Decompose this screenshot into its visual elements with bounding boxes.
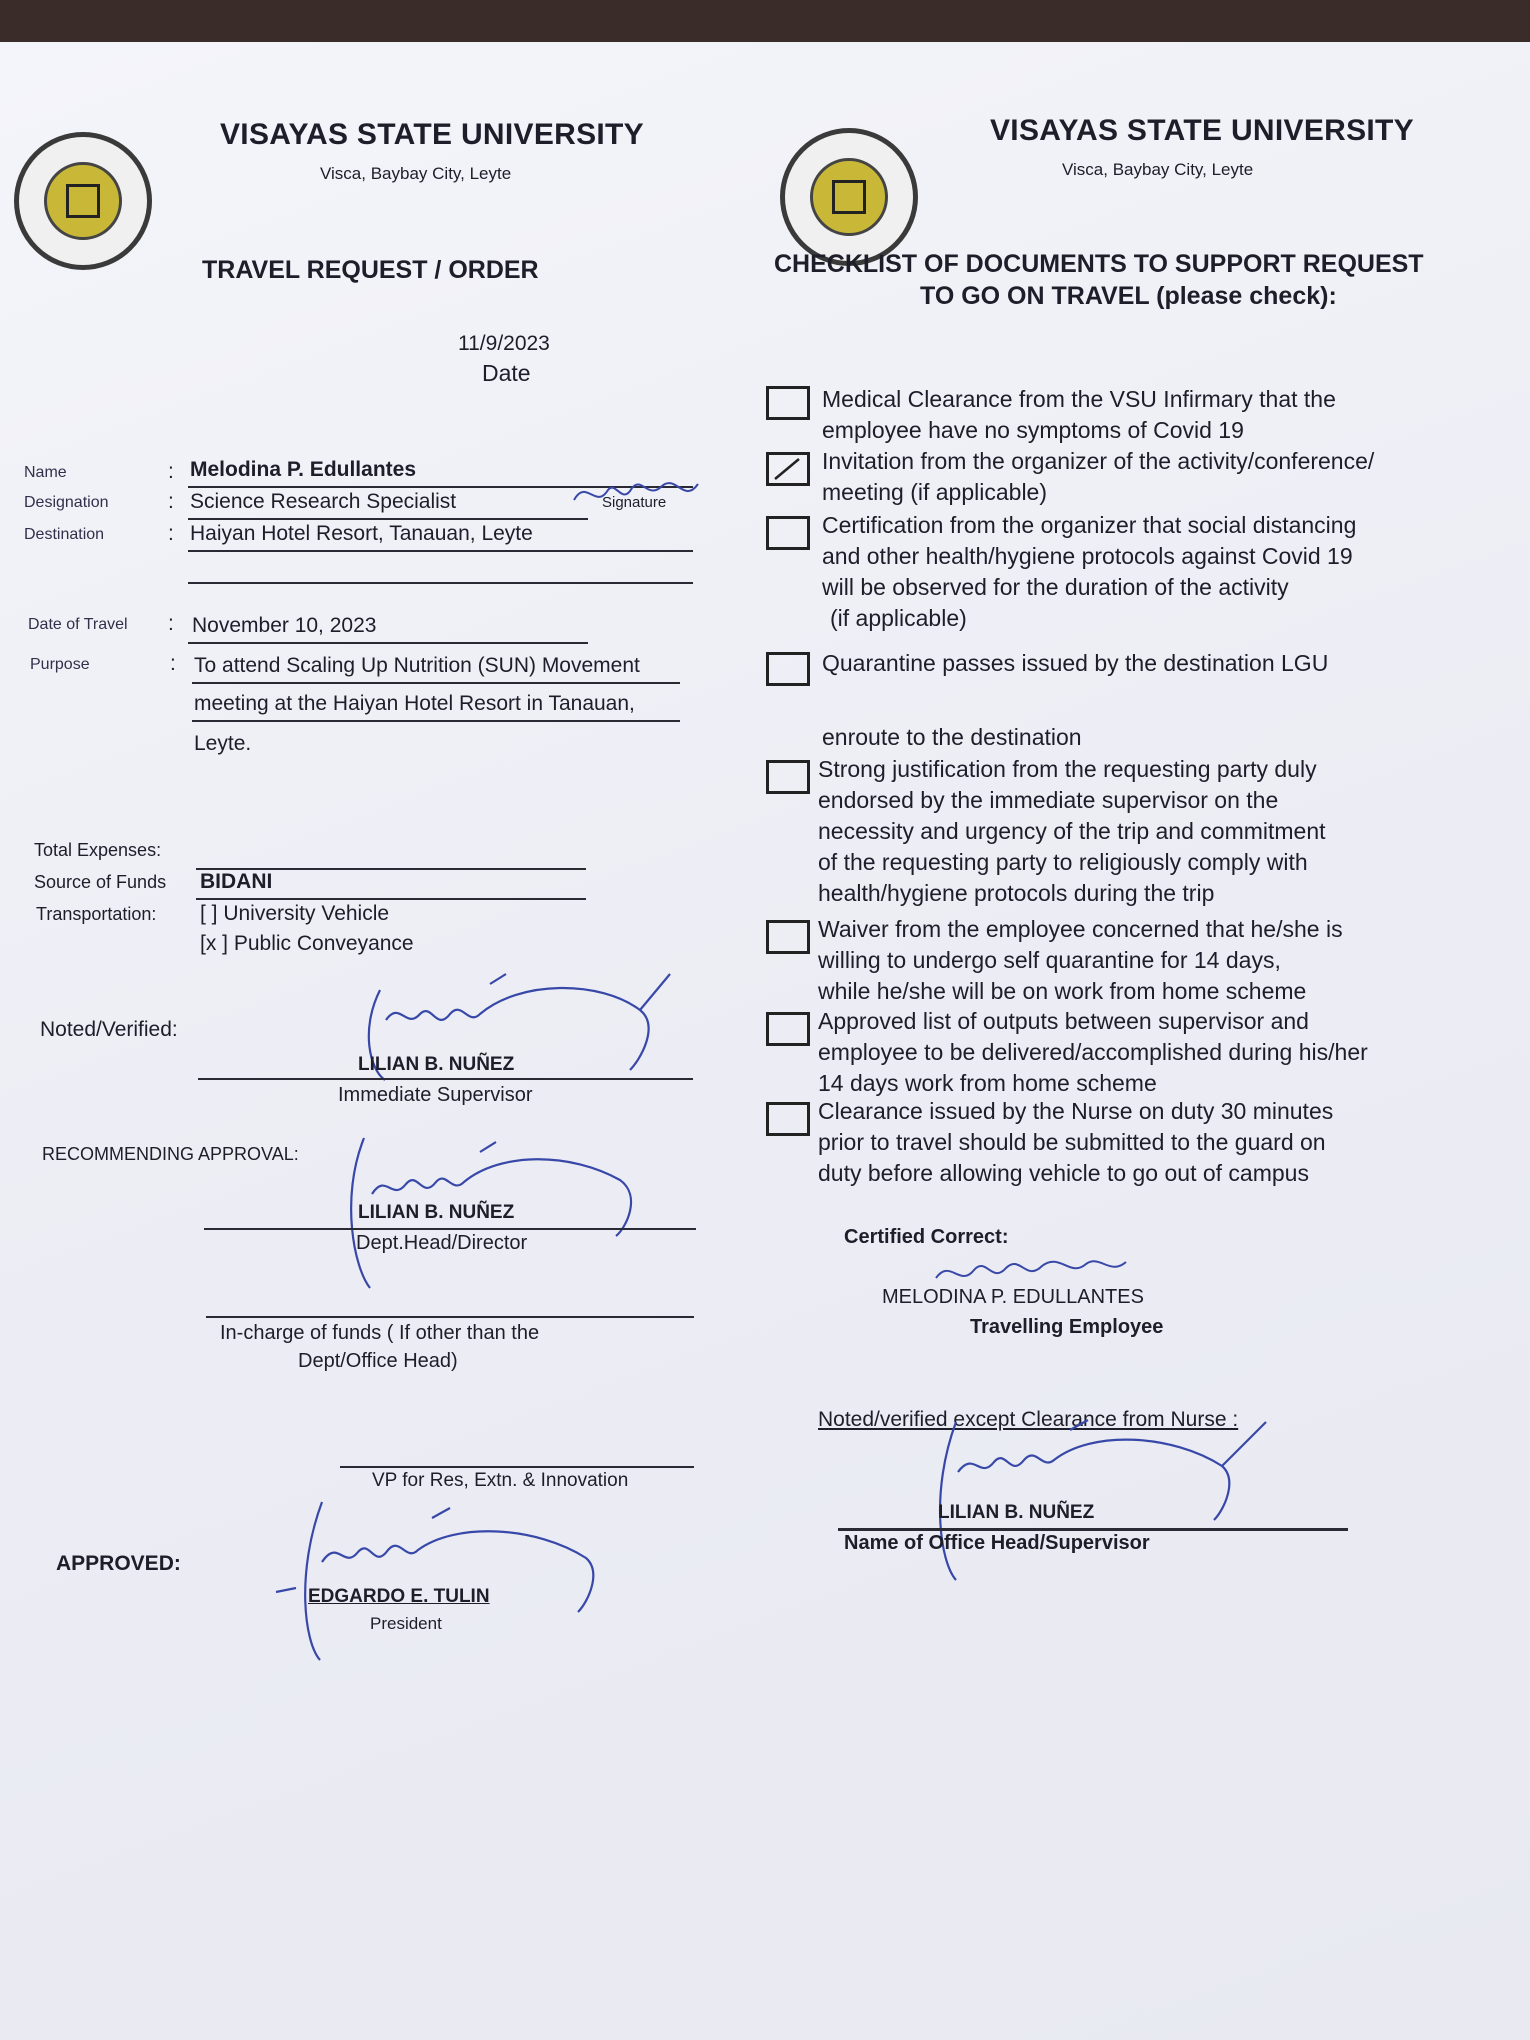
destination-line-2: [188, 582, 693, 584]
university-address-right: Visca, Baybay City, Leyte: [1062, 160, 1254, 179]
office-head-line: [838, 1528, 1348, 1531]
university-name-right: VISAYAS STATE UNIVERSITY: [990, 114, 1414, 147]
president-signature-icon: [266, 1492, 646, 1672]
checkbox-invitation[interactable]: [766, 452, 810, 486]
designation-label: Designation: [24, 494, 109, 511]
dept-head-name: LILIAN B. NUÑEZ: [358, 1202, 515, 1223]
checklist-item-7: Approved list of outputs between supervisor and employee to be delivered/accomplished during his/her 14 days work from home scheme: [818, 1008, 1368, 1096]
office-head-name: LILIAN B. NUÑEZ: [938, 1502, 1095, 1523]
president-name: EDGARDO E. TULIN: [308, 1586, 490, 1607]
vp-line: [340, 1466, 694, 1468]
source-of-funds-value: BIDANI: [200, 870, 273, 893]
incharge-line-1: In-charge of funds ( If other than the: [220, 1322, 540, 1344]
date-of-travel-label: Date of Travel: [28, 616, 128, 633]
university-seal-right: [780, 128, 918, 266]
checkbox-quarantine-passes[interactable]: [766, 652, 810, 686]
approved-label: APPROVED:: [56, 1552, 181, 1575]
colon: :: [168, 612, 174, 635]
dept-head-line: [204, 1228, 696, 1230]
designation-value: Science Research Specialist: [190, 490, 457, 513]
destination-label: Destination: [24, 526, 105, 543]
supervisor-title: Immediate Supervisor: [338, 1084, 533, 1106]
checkbox-certification[interactable]: [766, 516, 810, 550]
dept-head-title: Dept.Head/Director: [356, 1232, 528, 1254]
date-of-travel-value: November 10, 2023: [192, 614, 377, 637]
certified-correct-label: Certified Correct:: [844, 1226, 1009, 1248]
vp-label: VP for Res, Extn. & Innovation: [372, 1470, 629, 1491]
signature-label: Signature: [602, 494, 667, 511]
checklist-item-8: Clearance issued by the Nurse on duty 30 minutes prior to travel should be submitted to the guard on duty before allowing vehicle to go out of campus: [818, 1098, 1334, 1186]
checklist-item-5: Strong justification from the requesting party duly endorsed by the immediate supervisor on the necessity and urgency of the trip and commitment of the requesting party to religiously comply with health/hygiene protocols during the trip: [818, 756, 1326, 906]
checklist-item-1: Medical Clearance from the VSU Infirmary that the employee have no symptoms of Covid 19: [822, 386, 1336, 443]
checkbox-medical-clearance[interactable]: [766, 386, 810, 420]
checklist-item-3: Certification from the organizer that social distancing and other health/hygiene protocols against Covid 19 will be observed for the duration of the activity (if applicable): [822, 512, 1357, 631]
university-address-left: Visca, Baybay City, Leyte: [320, 164, 512, 183]
document-page: [0, 42, 1530, 2040]
source-of-funds-label: Source of Funds: [34, 872, 167, 892]
purpose-underline-2: [192, 720, 680, 722]
date-value: 11/9/2023: [458, 332, 550, 355]
total-expenses-label: Total Expenses:: [34, 840, 162, 860]
checkbox-nurse-clearance[interactable]: [766, 1102, 810, 1136]
noted-verified-label: Noted/Verified:: [40, 1018, 178, 1041]
destination-value: Haiyan Hotel Resort, Tanauan, Leyte: [190, 522, 533, 545]
purpose-line-2: meeting at the Haiyan Hotel Resort in Tanauan,: [194, 692, 635, 715]
transportation-label: Transportation:: [36, 904, 157, 924]
name-value: Melodina P. Edullantes: [190, 458, 416, 481]
colon: :: [168, 490, 174, 513]
source-of-funds-line: [196, 898, 586, 900]
noted-except-label: Noted/verified except Clearance from Nurse :: [818, 1408, 1239, 1431]
president-title: President: [370, 1614, 442, 1633]
colon: :: [168, 522, 174, 545]
date-of-travel-line: [188, 642, 588, 644]
designation-line: [188, 518, 588, 520]
office-head-title: Name of Office Head/Supervisor: [844, 1532, 1150, 1554]
university-name-left: VISAYAS STATE UNIVERSITY: [220, 118, 644, 151]
incharge-line: [206, 1316, 694, 1318]
recommending-approval-label: RECOMMENDING APPROVAL:: [42, 1144, 299, 1164]
date-label: Date: [482, 360, 531, 386]
checklist-title-line-2: TO GO ON TRAVEL (please check):: [920, 282, 1337, 310]
checklist-item-4-continued: enroute to the destination: [822, 724, 1082, 750]
purpose-line-1: To attend Scaling Up Nutrition (SUN) Movement: [194, 654, 640, 677]
check-mark-icon: [769, 455, 807, 483]
checklist-title-line-1: CHECKLIST OF DOCUMENTS TO SUPPORT REQUEST: [774, 250, 1424, 278]
purpose-underline-1: [192, 682, 680, 684]
incharge-line-2: Dept/Office Head): [298, 1350, 458, 1372]
employee-name: MELODINA P. EDULLANTES: [882, 1286, 1144, 1308]
name-label: Name: [24, 464, 67, 481]
purpose-label: Purpose: [30, 656, 90, 673]
checkbox-approved-outputs[interactable]: [766, 1012, 810, 1046]
travel-request-title: TRAVEL REQUEST / ORDER: [202, 256, 539, 284]
university-seal-left: [14, 132, 152, 270]
checklist-item-6: Waiver from the employee concerned that he/she is willing to undergo self quarantine for 14 days, while he/she will be on work from home scheme: [818, 916, 1343, 1004]
checklist-item-4: Quarantine passes issued by the destination LGU: [822, 650, 1329, 676]
employee-title: Travelling Employee: [970, 1316, 1164, 1338]
purpose-line-3: Leyte.: [194, 732, 252, 755]
supervisor-line: [198, 1078, 693, 1080]
transport-university-vehicle: [ ] University Vehicle: [200, 902, 390, 925]
checkbox-waiver[interactable]: [766, 920, 810, 954]
checkbox-strong-justification[interactable]: [766, 760, 810, 794]
checklist-item-2: Invitation from the organizer of the activity/conference/ meeting (if applicable): [822, 448, 1375, 505]
colon: :: [170, 652, 176, 675]
colon: :: [168, 460, 174, 483]
transport-public-conveyance: [x ] Public Conveyance: [200, 932, 414, 955]
supervisor-name: LILIAN B. NUÑEZ: [358, 1054, 515, 1075]
destination-line: [188, 550, 693, 552]
